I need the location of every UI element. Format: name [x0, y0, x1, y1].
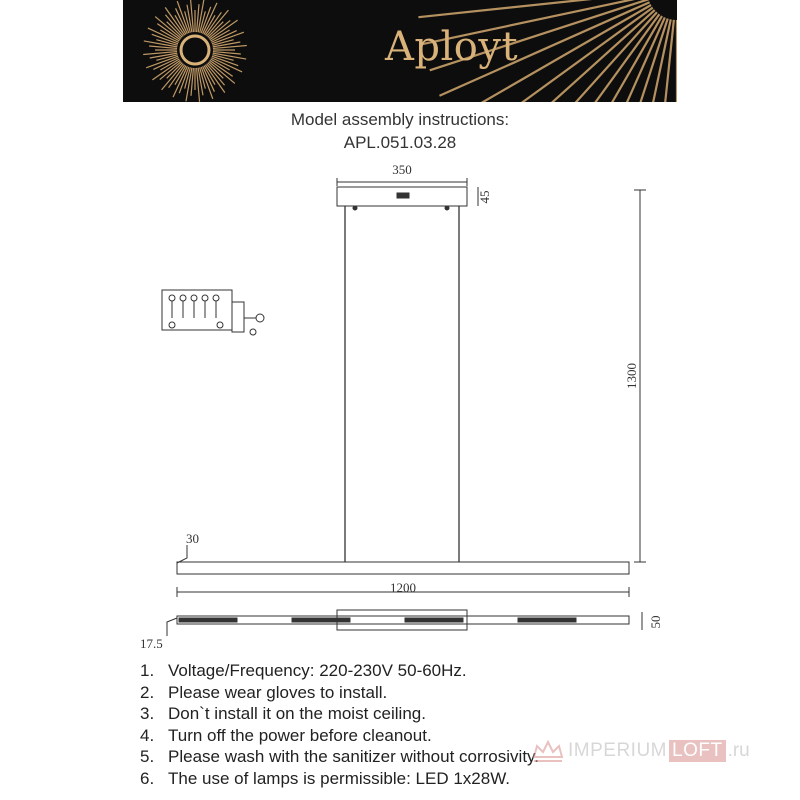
- dim-total-height: 1300: [624, 363, 639, 389]
- dim-canopy-height: 45: [477, 190, 492, 204]
- dim-bar-length: 1200: [390, 580, 416, 595]
- watermark: [528, 737, 750, 765]
- watermark-text-domain: .ru: [727, 740, 750, 761]
- dim-bottom-depth: 17.5: [140, 636, 163, 651]
- page-title: Model assembly instructions:: [290, 110, 510, 129]
- instruction-list: [140, 660, 539, 790]
- instruction-item: 2. Please wear gloves to install.: [140, 682, 388, 702]
- led-strip-2: [292, 618, 350, 622]
- led-strip-3: [405, 618, 463, 622]
- dim-canopy-width: 350: [392, 162, 412, 177]
- brand-name: Aployt: [385, 24, 519, 70]
- light-bar-shape: [177, 562, 629, 574]
- wiring-diagram-icon: [162, 290, 264, 335]
- instruction-item: 4. Turn off the power before cleanout.: [140, 725, 432, 745]
- dim-bottom-width: 50: [648, 615, 663, 629]
- instruction-item: 1. Voltage/Frequency: 220-230V 50-60Hz.: [140, 661, 467, 680]
- model-number: APL.051.03.28: [343, 133, 457, 152]
- led-strip-1: [179, 618, 237, 622]
- instruction-item: 3. Don`t install it on the moist ceiling.: [140, 704, 426, 724]
- canopy-indicator: [397, 193, 409, 198]
- instruction-item: 6. The use of lamps is permissible: LED 1x28W.: [140, 768, 511, 788]
- led-strip-4: [518, 618, 576, 622]
- watermark-text-imperium: IMPERIUM: [568, 740, 667, 761]
- crown-icon: [528, 737, 568, 765]
- dim-bar-thickness: 30: [186, 531, 199, 546]
- watermark-text-loft: LOFT: [669, 740, 726, 762]
- instruction-item: 5. Please wash with the sanitizer without corrosivity.: [140, 747, 540, 767]
